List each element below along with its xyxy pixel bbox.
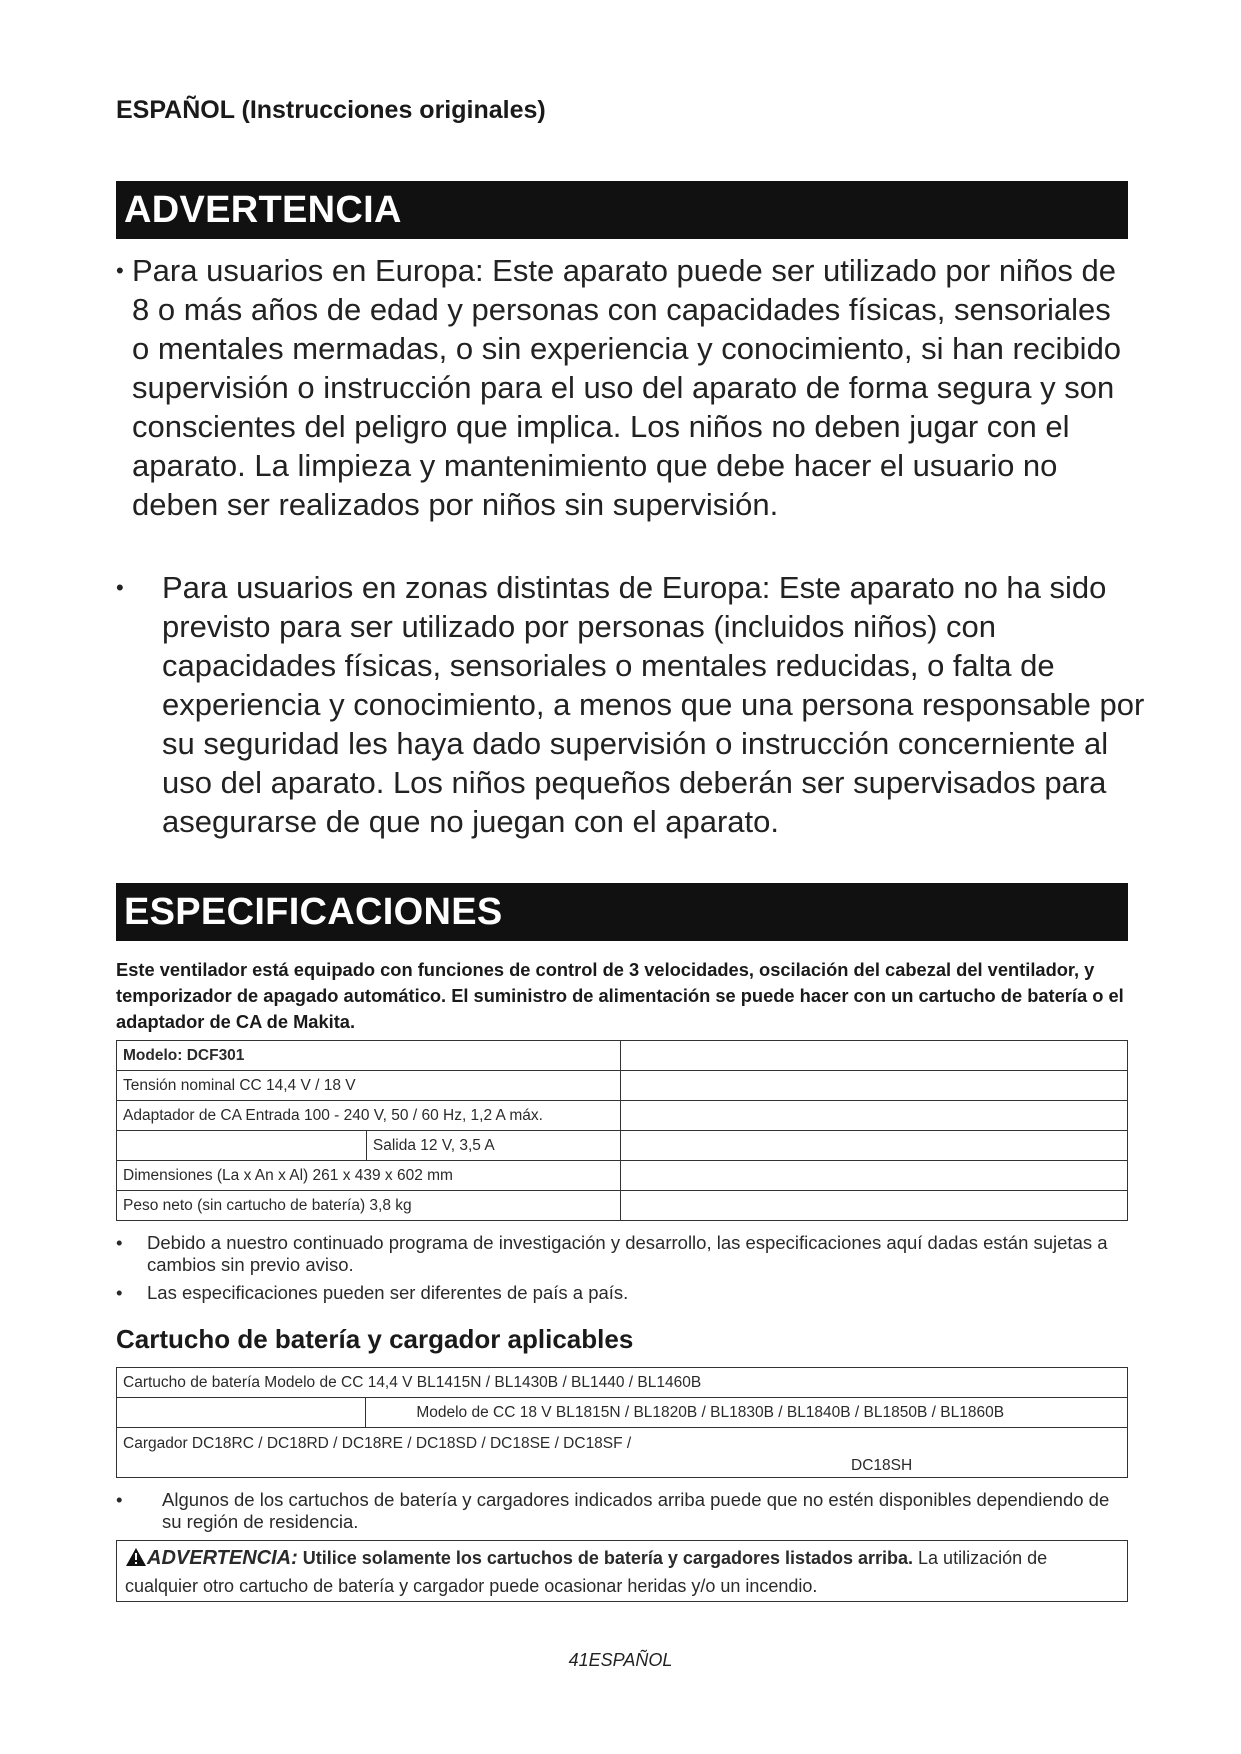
specs-table (116, 1040, 1128, 1221)
battery-row-18v: Modelo de CC 18 V BL1815N / BL1820B / BL1830B / BL1840B / BL1850B / BL1860B (366, 1398, 1128, 1428)
warning-item-non-europe-text: Para usuarios en zonas distintas de Europa: Este aparato no ha sido previsto para ser utilizado por personas (incluidos niños) con capacidades físicas, sensoriales o mentales reducidas, o falta de experiencia y conocimiento, a menos que una persona responsable por su seguridad les haya dado supervisión o instrucción concerniente al uso del aparato. Los niños pequeños deberán ser supervisados para asegurarse de que no juegan con el aparato. (162, 570, 1145, 839)
table-row (117, 1131, 1128, 1161)
bullet-icon: • (116, 575, 124, 600)
page-footer: 41ESPAÑOL (568, 1650, 673, 1670)
battery-section-title: Cartucho de batería y cargador aplicables (116, 1324, 634, 1354)
spec-adapter-output: Salida 12 V, 3,5 A (366, 1131, 620, 1161)
table-row (117, 1101, 1128, 1131)
warning-item-europe-text: Para usuarios en Europa: Este aparato puede ser utilizado por niños de 8 o más años de edad y personas con capacidades físicas, sensoriales o mentales mermadas, o sin experiencia y conocimiento, si han recibido supervisión o instrucción para el uso del aparato de forma segura y son conscientes del peligro que implica. Los niños no deben jugar con el aparato. La limpieza y mantenimiento que debe hacer el usuario no deben ser realizados por niños sin supervisión. (132, 253, 1122, 522)
charger-row-line2: DC18SH (851, 1457, 913, 1474)
battery-note-text: Algunos de los cartuchos de batería y cargadores indicados arriba puede que no estén disponibles dependiendo de su región de residencia. (162, 1489, 1110, 1532)
battery-table (116, 1367, 1128, 1478)
warning-label: ADVERTENCIA: (147, 1547, 298, 1569)
warning-bold-text: Utilice solamente los cartuchos de batería y cargadores listados arriba. (302, 1548, 914, 1568)
table-row (117, 1071, 1128, 1101)
warning-triangle-icon (125, 1547, 147, 1574)
language-header: ESPAÑOL (Instrucciones originales) (116, 96, 546, 124)
warning-text: La utilización de cualquier otro cartucho de batería y cargador puede ocasionar heridas y/o un incendio. (125, 1548, 1048, 1596)
table-row (117, 1161, 1128, 1191)
battery-note (116, 1489, 1128, 1535)
table-row (117, 1041, 1128, 1071)
spec-model: Modelo: DCF301 (117, 1041, 621, 1071)
spec-note-1-text: Debido a nuestro continuado programa de investigación y desarrollo, las especificaciones aquí dadas están sujetas a cambios sin previo aviso. (147, 1232, 1108, 1275)
charger-row (117, 1428, 1128, 1478)
specs-banner: ESPECIFICACIONES (116, 883, 1128, 941)
charger-row-line1: Cargador DC18RC / DC18RD / DC18RE / DC18SD / DC18SE / DC18SF / (123, 1435, 632, 1452)
bullet-icon: • (116, 1232, 123, 1253)
table-row (117, 1428, 1128, 1478)
battery-warning-box (116, 1540, 1128, 1602)
spec-dimensions: Dimensiones (La x An x Al) 261 x 439 x 602 mm (117, 1161, 621, 1191)
spec-note-2-text: Las especificaciones pueden ser diferentes de país a país. (147, 1282, 629, 1303)
table-row (117, 1398, 1128, 1428)
battery-row-14v: Cartucho de batería Modelo de CC 14,4 V BL1415N / BL1430B / BL1440 / BL1460B (117, 1368, 1128, 1398)
table-row (117, 1368, 1128, 1398)
spec-note-2 (116, 1282, 1128, 1306)
warning-item-europe (116, 251, 1156, 563)
warning-banner: ADVERTENCIA (116, 181, 1128, 239)
spec-voltage: Tensión nominal CC 14,4 V / 18 V (117, 1071, 621, 1101)
spec-adapter-input: Adaptador de CA Entrada 100 - 240 V, 50 / 60 Hz, 1,2 A máx. (117, 1101, 621, 1131)
spec-net-weight: Peso neto (sin cartucho de batería) 3,8 kg (117, 1191, 621, 1221)
spec-note-1 (116, 1232, 1128, 1278)
bullet-icon: • (116, 258, 124, 283)
table-row (117, 1191, 1128, 1221)
bullet-icon: • (116, 1282, 123, 1303)
warning-item-non-europe (116, 568, 1156, 843)
specs-intro: Este ventilador está equipado con funciones de control de 3 velocidades, oscilación del cabezal del ventilador, y temporizador de apagado automático. El suministro de alimentación se puede hacer con un cartucho de batería o el adaptador de CA de Makita. (116, 959, 1124, 1032)
bullet-icon: • (116, 1489, 123, 1510)
